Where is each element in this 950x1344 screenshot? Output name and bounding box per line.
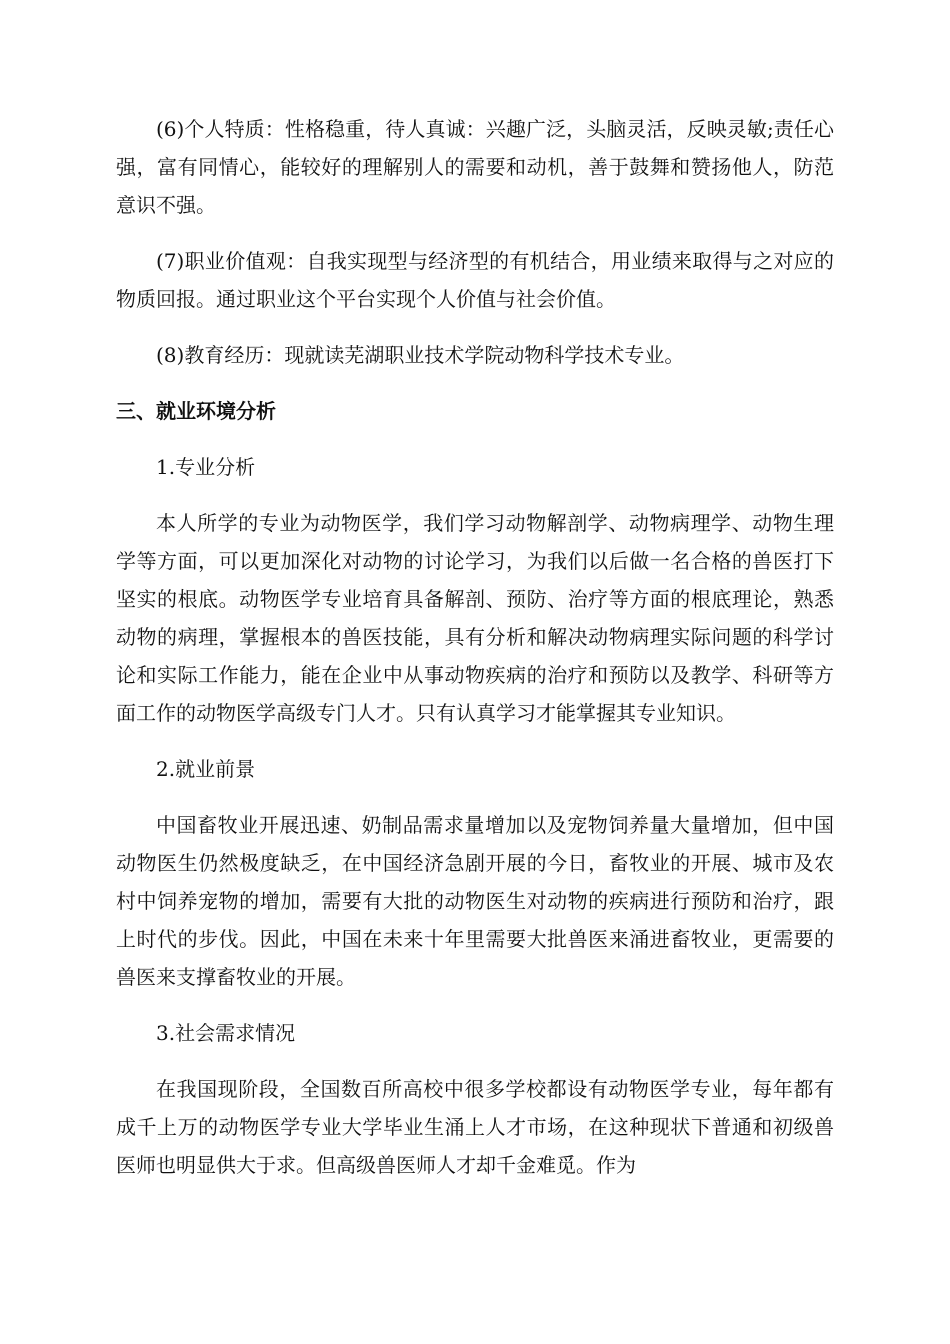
subheading-employment-prospects: 2.就业前景 [156,757,256,781]
section-heading: 三、就业环境分析 [116,399,276,423]
document-page [116,110,834,1202]
paragraph-career-values: (7)职业价值观：自我实现型与经济型的有机结合，用业绩来取得与之对应的物质回报。通过职业这个平台实现个人价值与社会价值。 [116,249,834,311]
paragraph-employment-prospects: 中国畜牧业开展迅速、奶制品需求量增加以及宠物饲养量大量增加，但中国动物医生仍然极度缺乏，在中国经济急剧开展的今日，畜牧业的开展、城市及农村中饲养宠物的增加，需要有大批的动物医生对动物的疾病进行预防和治疗，跟上时代的步伐。因此，中国在未来十年里需要大批兽医来涌进畜牧业，更需要的兽医来支撑畜牧业的开展。 [116,813,834,989]
paragraph-social-demand: 在我国现阶段，全国数百所高校中很多学校都设有动物医学专业，每年都有成千上万的动物医学专业大学毕业生涌上人才市场，在这种现状下普通和初级兽医师也明显供大于求。但高级兽医师人才却千金难觅。作为 [116,1077,834,1177]
paragraph-personal-traits: (6)个人特质：性格稳重，待人真诚：兴趣广泛，头脑灵活，反映灵敏;责任心强，富有同情心，能较好的理解别人的需要和动机，善于鼓舞和赞扬他人，防范意识不强。 [116,117,834,217]
paragraph-education: (8)教育经历：现就读芜湖职业技术学院动物科学技术专业。 [156,343,685,367]
paragraph-major-analysis: 本人所学的专业为动物医学，我们学习动物解剖学、动物病理学、动物生理学等方面，可以更加深化对动物的讨论学习，为我们以后做一名合格的兽医打下坚实的根底。动物医学专业培育具备解剖、预防、治疗等方面的根底理论，熟悉动物的病理，掌握根本的兽医技能，具有分析和解决动物病理实际问题的科学讨论和实际工作能力，能在企业中从事动物疾病的治疗和预防以及教学、科研等方面工作的动物医学高级专门人才。只有认真学习才能掌握其专业知识。 [116,511,834,725]
subheading-major-analysis: 1.专业分析 [156,455,256,479]
subheading-social-demand: 3.社会需求情况 [156,1021,296,1045]
